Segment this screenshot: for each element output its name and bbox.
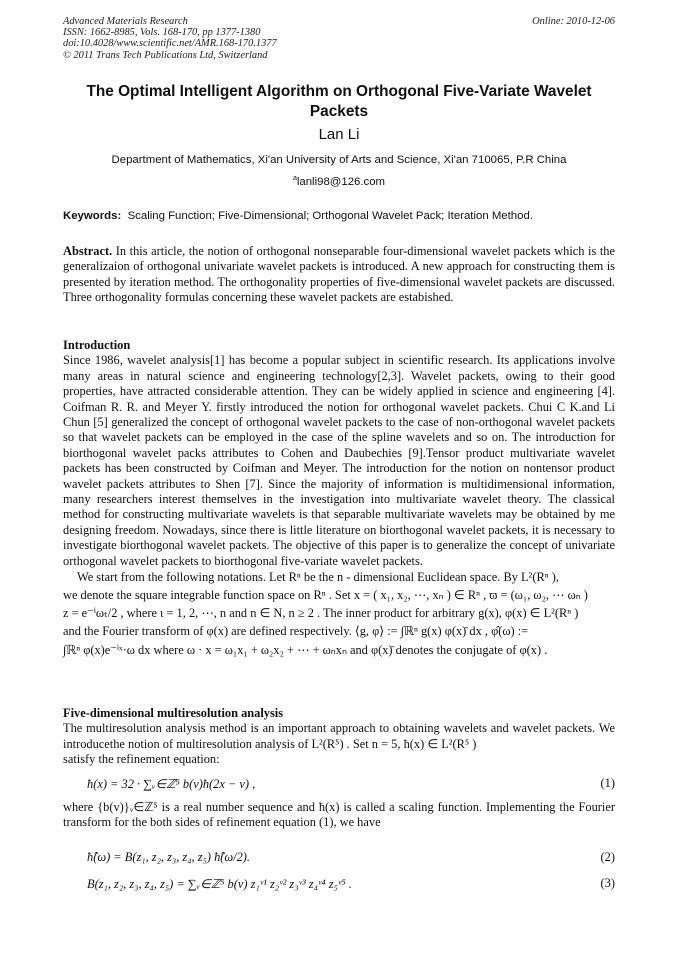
equation-1-formula: ħ(x) = 32 · ∑ᵥ∈ℤ⁵ b(v)ħ(2x − v) , <box>87 777 256 791</box>
introduction-heading: Introduction <box>63 338 131 352</box>
affiliation: Department of Mathematics, Xi'an University of Arts and Science, Xi'an 710065, P.R China <box>111 154 567 166</box>
equation-2-formula: ħ̂(ω) = B(z₁, z₂, z₃, z₄, z₅) ħ̂(ω/2). <box>87 850 251 864</box>
equation-2-number: (2) <box>600 850 615 864</box>
mra-paragraph-1b: satisfy the refinement equation: <box>63 752 220 767</box>
copyright-line: © 2011 Trans Tech Publications Ltd, Switzerland <box>63 49 268 61</box>
issn-line: ISSN: 1662-8985, Vols. 168-170, pp 1377-1380 <box>63 27 261 39</box>
equation-3-number: (3) <box>600 876 615 890</box>
equation-3-formula: B(z₁, z₂, z₃, z₄, z₅) = ∑ᵥ∈ℤ⁵ b(v) z₁ᵛ¹ z₂ᵛ² z₃ᵛ³ z₄ᵛ⁴ z₅ᵛ⁵ . <box>87 877 352 891</box>
paper-title: The Optimal Intelligent Algorithm on Orthogonal Five-Variate Wavelet Packets <box>86 83 592 120</box>
introduction-section <box>63 338 615 658</box>
abstract-block <box>63 244 615 306</box>
abstract-text: In this article, the notion of orthogonal nonseparable four-dimensional wavelet packets which is the generalizaion of orthogonal univariate wavelet packets is introduced. A new approach for constructing them is presented by iteration method. The orthogonality properties of five-dimensional wavelet packets are discussed. Three orthogonality formulas concerning these wavelet packets are estabished. <box>63 244 615 305</box>
journal-name: Advanced Materials Research <box>63 16 188 27</box>
mra-heading: Five-dimensional multiresolution analysis <box>63 706 284 720</box>
keywords-label: Keywords: <box>63 210 122 222</box>
notation-line-4: and the Fourier transform of φ(x) are defined respectively. ⟨g, φ⟩ := ∫ℝⁿ g(x) φ(x)̄ dx , φ̂(ω) := <box>63 624 529 639</box>
notation-line-1: We start from the following notations. Let Rⁿ be the n - dimensional Euclidean space. By L²(Rⁿ ), <box>77 570 559 585</box>
keywords-line <box>63 210 615 222</box>
author-email <box>63 175 615 188</box>
abstract-label: Abstract. <box>63 244 113 258</box>
journal-header <box>63 16 277 61</box>
author-name: Lan Li <box>318 126 360 143</box>
email-address: lanli98@126.com <box>296 175 386 188</box>
mra-paragraph-1: The multiresolution analysis method is an important approach to obtaining wavelets and wavelet packets. We introducethe notion of multiresolution analysis of L²(R⁵) . Set n = 5, ħ(x) ∈ L²(R⁵ ) <box>63 721 615 751</box>
mra-paragraph-2: where {b(v)}ᵥ∈ℤ⁵ is a real number sequence and ħ(x) is called a scaling function. Implementing the Fourier transform for the both sides of refinement equation (1), we have <box>63 800 615 830</box>
notation-line-3: z = e⁻ⁱωₜ/2 , where ι = 1, 2, ⋯, n and n ∈ N, n ≥ 2 . The inner product for arbitrary g(x), φ(x) ∈ L²(Rⁿ ) <box>63 605 579 620</box>
notation-line-5: ∫ℝⁿ φ(x)e⁻ⁱˣ·ω dx where ω · x = ω₁x₁ + ω₂x₂ + ⋯ + ωₙxₙ and φ(x)̄ denotes the conjugate of φ(x) . <box>63 642 548 657</box>
notation-line-2: we denote the square integrable function space on Rⁿ . Set x = ( x₁, x₂, ⋯, xₙ ) ∈ Rⁿ , ϖ = (ω₁, ω₂, ⋯ ωₙ ) <box>63 587 588 602</box>
keywords-text: Scaling Function; Five-Dimensional; Orthogonal Wavelet Pack; Iteration Method. <box>127 210 533 222</box>
introduction-paragraph: Since 1986, wavelet analysis[1] has become a popular subject in scientific research. Its applications involve many areas in natural science and engineering technology[2,3]. Wavelet packets, owing to their good properties, have attracted considerable attention. They can be widely applied in science and engineering [4]. Coifman R. R. and Meyer Y. firstly introduced the notion for orthogonal wavelet packets. Chui C K.and Li Chun [5] generalized the concept of orthogonal wavelet packets to the case of non-orthogonal wavelet packets so that wavelet packets can be employed in the case of the spline wavelets and so on. The introduction for biorthogonal wavelet packs attributes to Cohen and Daubechies [9].Tensor product multivariate wavelet packets has been constructed by Coifman and Meyer. The introduction for the notion on nontensor product wavelet packets attributes to Shen [7]. Since the majority of information is multidimensional information, many researchers interest themselves in the investigation into multivariate wavelet theory. The classical method for constructing multivariate wavelets is that separable multivariate wavelets may be obtained by me designing freedom. Nowadays, since there is little literature on biorthogonal wavelet packets, it is necessary to investigate biorthogonal wavelet packets. The objective of this paper is to generalize the concept of univariate orthogonal wavelet packets to biorthogonal five-variate wavelet packets. <box>63 353 615 568</box>
email-superscript: a <box>292 175 297 182</box>
equation-1-number: (1) <box>600 776 615 790</box>
doi-line: doi:10.4028/www.scientific.net/AMR.168-170.1377 <box>63 38 277 50</box>
mra-section <box>63 706 615 768</box>
online-date: Online: 2010-12-06 <box>532 16 615 27</box>
